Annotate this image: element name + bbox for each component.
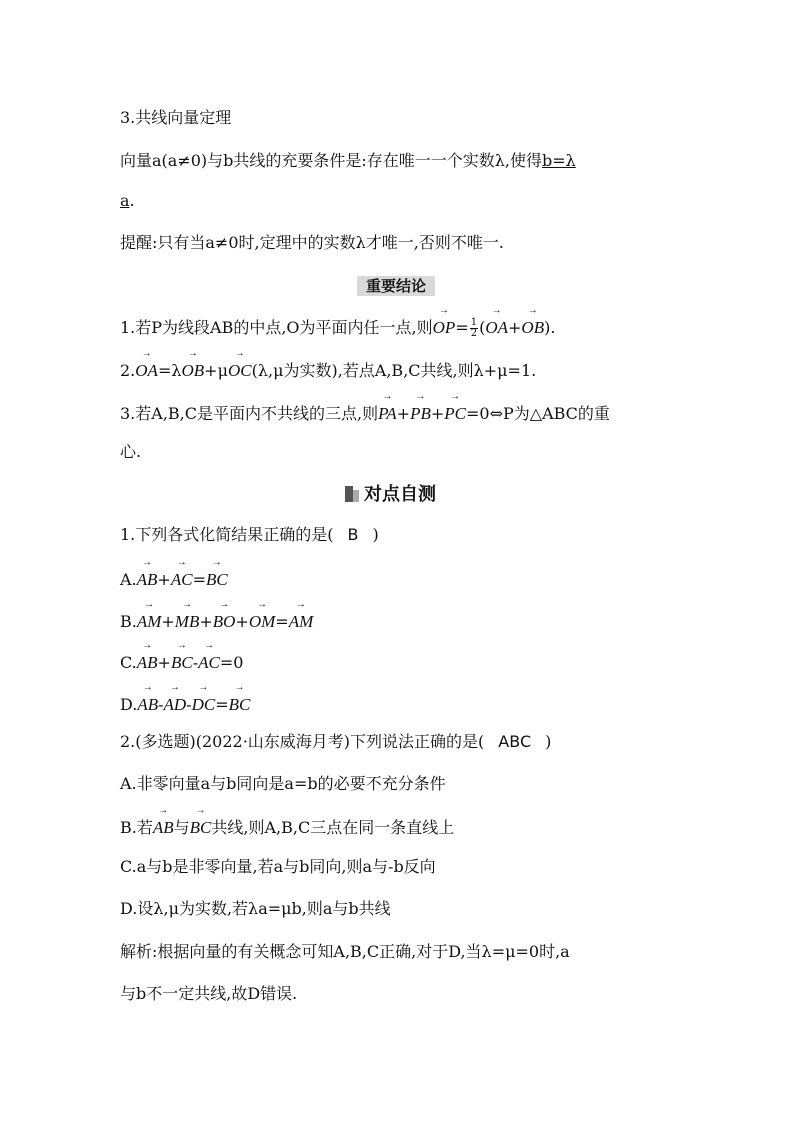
question-1-option-c: C.→ AB+→ BC-→ AC=0: [120, 652, 684, 674]
question-2-answer: ABC: [498, 732, 532, 751]
vector-ab: → AB: [137, 652, 158, 674]
question-1-option-d: D.→ AB-→ AD-→ DC=→ BC: [120, 694, 684, 716]
vector-ob: → OB: [521, 317, 544, 339]
vector-ab: → AB: [153, 817, 174, 839]
option-label: A.: [120, 570, 137, 589]
conclusion-3: 3.若A,B,C是平面内不共线的三点,则→ PA+→ PB+→ PC=0⇔P为△ABC的重: [120, 403, 684, 425]
fraction-numerator: 1: [470, 317, 478, 328]
vector-om: → OM: [249, 611, 275, 633]
vector-oc: → OC: [228, 360, 252, 382]
theorem-statement-cont: [120, 190, 684, 212]
conclusion-3-cont: 心.: [120, 442, 142, 461]
conclusion-1-end: ).: [544, 318, 556, 337]
option-b-mid: 与: [173, 818, 190, 837]
equals-sign: =: [455, 318, 469, 337]
vector-am: → AM: [137, 611, 162, 633]
analysis-line-1: 解析:根据向量的有关概念可知A,B,C正确,对于D,当λ=μ=0时,a: [120, 942, 570, 961]
question-2-close: ): [545, 732, 552, 751]
conclusion-2-text: (λ,μ为实数),若点A,B,C共线,则λ+μ=1.: [251, 361, 537, 380]
theorem-underlined-answer: b=λ: [542, 151, 576, 170]
vector-bc: → BC: [229, 694, 251, 716]
vector-ad: → AD: [164, 694, 187, 716]
vector-bc: → BC: [190, 817, 212, 839]
vector-pb: → PB: [410, 403, 431, 425]
vector-dc: → DC: [192, 694, 216, 716]
vector-mb: → MB: [175, 611, 200, 633]
option-b-suffix: 共线,则A,B,C三点在同一条直线上: [211, 818, 455, 837]
vector-bo: → BO: [213, 611, 236, 633]
option-label: B.: [120, 612, 137, 631]
lambda-coef: =λ: [157, 361, 182, 380]
vector-bc: → BC: [171, 652, 193, 674]
theorem-underlined-answer-cont: a: [120, 191, 130, 210]
vector-bc: → BC: [206, 569, 228, 591]
question-2-stem: [120, 731, 684, 753]
analysis-line-2: 与b不一定共线,故D错误.: [120, 984, 298, 1003]
option-c-tail: =0: [219, 653, 244, 672]
option-label: C.: [120, 653, 137, 672]
question-1-text: 1.下列各式化简结果正确的是(: [120, 525, 334, 544]
question-1-stem: [120, 524, 684, 546]
theorem-title: 3.共线向量定理: [120, 108, 232, 127]
fraction-one-half: [470, 318, 478, 339]
mu-coef: +μ: [204, 361, 228, 380]
option-b-prefix: B.若: [120, 818, 153, 837]
theorem-tip: 提醒:只有当a≠0时,定理中的实数λ才唯一,否则不唯一.: [120, 233, 504, 252]
fraction-denominator: 2: [470, 328, 478, 339]
question-2-option-c: C.a与b是非零向量,若a与b同向,则a与-b反向: [120, 857, 436, 876]
vector-ab: → AB: [137, 694, 158, 716]
vector-ac: → AC: [198, 652, 220, 674]
vector-ab: → AB: [137, 569, 158, 591]
question-2-option-d: D.设λ,μ为实数,若λa=μb,则a与b共线: [120, 899, 391, 918]
question-2-option-b: [120, 817, 684, 839]
question-2-text: 2.(多选题)(2022·山东威海月考)下列说法正确的是(: [120, 732, 485, 751]
question-1-option-b: B.→ AM+→ MB+→ BO+→ OM=→ AM: [120, 611, 684, 633]
conclusion-3-text: 3.若A,B,C是平面内不共线的三点,则: [120, 404, 379, 423]
vector-oa: → OA: [135, 360, 158, 382]
vector-op: → OP: [433, 317, 456, 339]
section-marker-icon: [345, 486, 359, 502]
conclusion-1-text: 1.若P为线段AB的中点,O为平面内任一点,则: [120, 318, 433, 337]
theorem-statement-text: 向量a(a≠0)与b共线的充要条件是:存在唯一一个实数λ,使得: [120, 151, 543, 170]
conclusion-2: 2.→ OA=λ→ OB+μ→ OC(λ,μ为实数),若点A,B,C共线,则λ+μ=1.: [120, 360, 684, 382]
question-1-close: ): [372, 525, 379, 544]
question-1-option-a: A.→ AB+→ AC=→ BC: [120, 569, 684, 591]
section-title: 对点自测: [364, 484, 436, 505]
vector-am: → AM: [289, 611, 314, 633]
vector-pa: → PA: [378, 403, 397, 425]
vector-pc: → PC: [444, 403, 466, 425]
question-2-option-a: A.非零向量a与b同向是a=b的必要不充分条件: [120, 774, 446, 793]
vector-ac: → AC: [171, 569, 193, 591]
conclusion-3-suffix: =0⇔P为△ABC的重: [466, 404, 610, 423]
theorem-period: .: [129, 191, 135, 210]
question-1-answer: B: [347, 525, 359, 544]
section-heading: [345, 483, 436, 507]
vector-ob: → OB: [181, 360, 204, 382]
conclusions-banner: 重要结论: [357, 276, 435, 296]
conclusion-1: 1.若P为线段AB的中点,O为平面内任一点,则→ OP= $\frac{1}{2}$ (→ OA+→ OB).: [120, 317, 684, 339]
vector-oa: → OA: [485, 317, 508, 339]
option-label: D.: [120, 695, 138, 714]
theorem-statement: [120, 150, 684, 172]
